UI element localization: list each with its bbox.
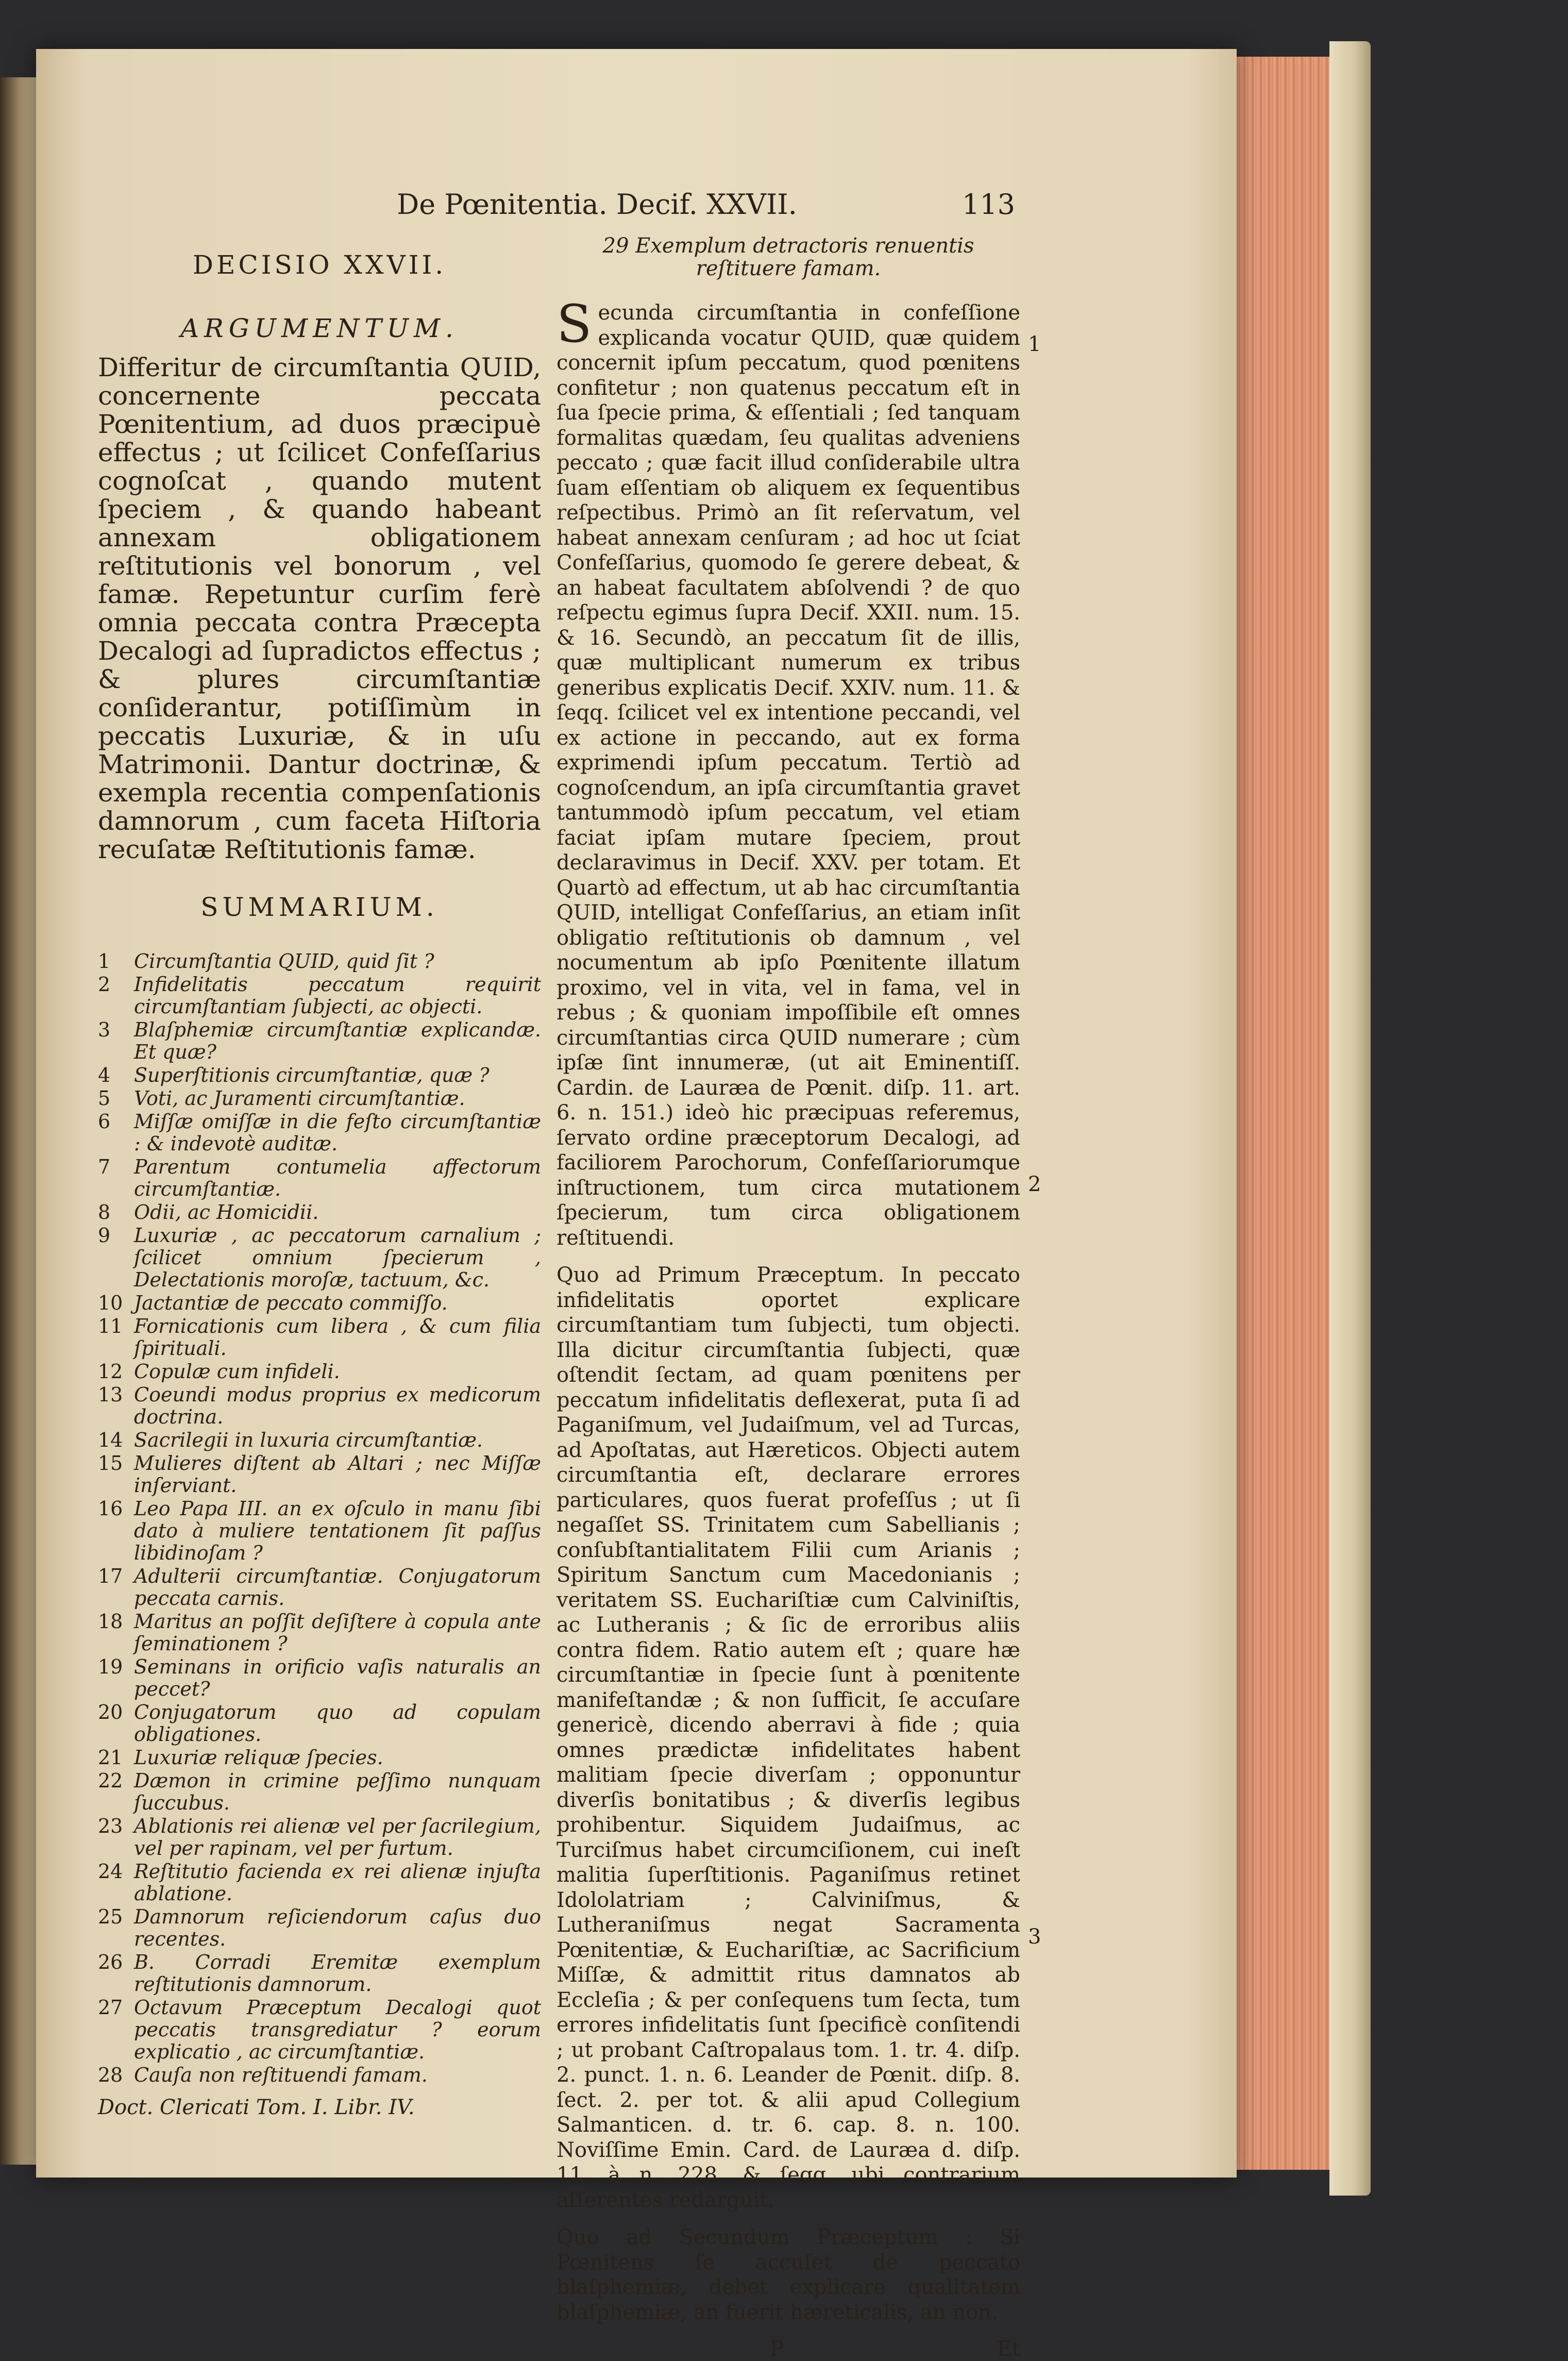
summarium-number: 6 [98, 1110, 111, 1133]
summarium-item [98, 1565, 541, 1610]
summarium-item [98, 1770, 541, 1814]
summarium-item [98, 1906, 541, 1950]
summarium-item [98, 2064, 541, 2086]
summarium-number: 3 [98, 1018, 111, 1041]
summarium-list [98, 950, 541, 2086]
summarium-number: 9 [98, 1224, 111, 1247]
summarium-item [98, 1156, 541, 1200]
summarium-text: Seminans in orificio vaſis naturalis an peccet? [134, 1655, 541, 1700]
summarium-text: Circumſtantia QUID, quid ſit ? [134, 950, 434, 973]
decisio-title: DECISIO XXVII. [192, 250, 447, 280]
summarium-text: Blaſphemiæ circumſtantiæ explicandæ. Et quæ? [134, 1018, 541, 1063]
summarium-number: 8 [98, 1201, 111, 1224]
summary-caption: 29 Exemplum detractoris renuentis reſtituere famam. [602, 234, 974, 280]
summarium-item [98, 974, 541, 1018]
paragraph: Quo ad Primum Præceptum. In peccato infidelitatis oportet explicare circumſtantiam tum ſubjecti, tum objecti. Illa dicitur circumſtantia ſubjecti, quæ oſtendit ſectam, ad quam pœnitens per peccatum infidelitatis deflexerat, puta ſi ad Paganiſmum, vel Judaiſmum, vel ad Turcas, ad Apoſtatas, aut Hæreticos. Objecti autem circumſtantia eſt, declarare errores particulares, quos fuerat profeſſus ; ut ſi negaſſet SS. Trinitatem cum Sabellianis ; conſubſtantialitatem Filii cum Arianis ; Spiritum Sanctum cum Macedonianis ; veritatem SS. Euchariſtiæ cum Calviniſtis, ac Lutheranis ; & ſic de erroribus aliis contra fidem. Ratio autem eſt ; quare hæ circumſtantiæ in ſpecie ſunt à pœnitente manifeſtandæ ; & non ſufficit, ſe accuſare genericè, dicendo aberravi à fide ; quia omnes prædictæ infidelitates habent malitiam ſpecie diverſam ; opponuntur diverſis bonitatibus ; & diverſis legibus prohibentur. Siquidem Judaiſmus, ac Turciſmus habet circumciſionem, cui ineſt malitia ſuperſtitionis. Paganiſmus retinet Idololatriam ; Calviniſmus, & Lutheraniſmus negat Sacramenta Pœnitentiæ, & Euchariſtiæ, ac Sacrificium Miſſæ, & admittit ritus damnatos ab Eccleſia ; & per conſequens tum ſecta, tum errores infidelitatis ſunt ſpecificè conſitendi ; ut probant Caſtropalaus tom. 1. tr. 4. diſp. 2. punct. 1. n. 6. Leander de Pœnit. diſp. 8. ſect. 2. per tot. & alii apud Collegium Salmanticen. d. tr. 6. cap. 8. n. 100. Noviſſime Emin. Card. de Lauræa d. diſp. 11. à n. 228. & ſeqq. ubi contrarium aſſerentes redarguit. [557, 1263, 1020, 2212]
summarium-text: Jactantiæ de peccato commiſſo. [134, 1292, 448, 1314]
summarium-text: B. Corradi Eremitæ exemplum reſtitutionis damnorum. [134, 1951, 541, 1996]
summarium-text: Luxuriæ , ac peccatorum carnalium ; ſcilicet omnium ſpecierum , Delectationis moroſæ, tactuum, &c. [134, 1224, 541, 1291]
summarium-item [98, 1111, 541, 1155]
summarium-text: Odii, ac Homicidii. [134, 1201, 319, 1224]
summarium-item [98, 1225, 541, 1291]
summarium-item [98, 1452, 541, 1497]
summarium-item [98, 1292, 541, 1314]
signature: Doct. Clericati Tom. I. Libr. IV. [98, 2096, 415, 2119]
paragraph: Quo ad Secundum Præceptum : Si Pœnitens ſe accuſet de peccato blaſphemiæ, debet explicare qualitatem blaſphemiæ, an fuerit hæreticalis, an non. [557, 2225, 1020, 2324]
summarium-item [98, 950, 541, 973]
summarium-text: Mulieres diſtent ab Altari ; nec Miſſæ inſerviant. [134, 1452, 541, 1497]
page-number: 113 [962, 188, 1015, 221]
summarium-number: 24 [98, 1860, 123, 1883]
signature-mark: P [769, 2337, 784, 2361]
summarium-item [98, 1701, 541, 1746]
summarium-text: Leo Papa III. an ex oſculo in manu ſibi dato à muliere tentationem ſit paſſus libidinoſam ? [134, 1497, 541, 1564]
summarium-number: 15 [98, 1452, 123, 1475]
summarium-item [98, 1747, 541, 1769]
argumentum-text: Differitur de circumſtantia QUID, concernente peccata Pœnitentium, ad duos præcipuè effectus ; ut ſcilicet Confeſſarius cognoſcat , quando mutent ſpeciem , & quando habeant annexam obligationem reſtitutionis vel bonorum , vel famæ. Repetuntur curſim ferè omnia peccata contra Præcepta Decalogi ad ſupradictos effectus ; & plures circumſtantiæ conſiderantur, potiſſimùm in peccatis Luxuriæ, & in uſu Matrimonii. Dantur doctrinæ, & exempla recentia compenſationis damnorum , cum faceta Hiſtoria recuſatæ Reſtitutionis famæ. [98, 353, 541, 864]
paragraph [557, 294, 1020, 1250]
footer-line [557, 2337, 1020, 2361]
summarium-number: 18 [98, 1610, 123, 1633]
summarium-item [98, 1384, 541, 1428]
summarium-number: 21 [98, 1746, 123, 1769]
summarium-number: 19 [98, 1655, 123, 1678]
summarium-number: 28 [98, 2064, 123, 2086]
summarium-number: 25 [98, 1905, 123, 1928]
summarium-number: 12 [98, 1360, 123, 1383]
summarium-item [98, 1087, 541, 1110]
summarium-number: 16 [98, 1497, 123, 1520]
summarium-item [98, 1361, 541, 1383]
left-column [98, 242, 541, 2119]
margin-number: 2 [1028, 1173, 1041, 1196]
summarium-number: 7 [98, 1156, 111, 1178]
summarium-item [98, 1429, 541, 1451]
argumentum-title: ARGUMENTUM. [180, 313, 459, 343]
running-head-title: De Pœnitentia. Decif. XXVII. [397, 188, 797, 221]
drop-cap: S [557, 294, 592, 354]
summarium-text: Ablationis rei alienæ vel per ſacrilegium, vel per rapinam, vel per furtum. [134, 1815, 541, 1860]
margin-number: 1 [1028, 332, 1041, 356]
summarium-item [98, 1498, 541, 1564]
summarium-item [98, 1815, 541, 1860]
summarium-number: 22 [98, 1769, 123, 1792]
summarium-number: 13 [98, 1383, 123, 1406]
summarium-number: 14 [98, 1429, 123, 1451]
summarium-number: 4 [98, 1064, 111, 1086]
summarium-number: 1 [98, 950, 111, 973]
summarium-item [98, 1951, 541, 1996]
summarium-number: 5 [98, 1087, 111, 1110]
summarium-item [98, 1201, 541, 1224]
summarium-item [98, 1611, 541, 1655]
summarium-item [98, 1019, 541, 1063]
summarium-text: Adulterii circumſtantiæ. Conjugatorum peccata carnis. [134, 1565, 541, 1610]
margin-number: 3 [1028, 1925, 1041, 1949]
summarium-text: Copulæ cum infideli. [134, 1360, 340, 1383]
summarium-number: 10 [98, 1292, 123, 1314]
summarium-text: Coeundi modus proprius ex medicorum doctrina. [134, 1383, 541, 1428]
summarium-text: Superſtitionis circumſtantiæ, quæ ? [134, 1064, 490, 1086]
summarium-text: Infidelitatis peccatum requirit circumſtantiam ſubjecti, ac objecti. [134, 973, 541, 1018]
summarium-text: Sacrilegii in luxuria circumſtantiæ. [134, 1429, 483, 1451]
summarium-number: 20 [98, 1701, 123, 1723]
summarium-text: Parentum contumelia affectorum circumſtantiæ. [134, 1156, 541, 1200]
summarium-text: Fornicationis cum libera , & cum filia ſpirituali. [134, 1315, 541, 1360]
summarium-item [98, 1315, 541, 1360]
summarium-number: 23 [98, 1815, 123, 1837]
summarium-number: 11 [98, 1315, 123, 1337]
right-column [557, 235, 1020, 2361]
summarium-text: Damnorum reſiciendorum caſus duo recentes. [134, 1905, 541, 1950]
summarium-number: 26 [98, 1951, 123, 1973]
summarium-text: Luxuriæ reliquæ ſpecies. [134, 1746, 383, 1769]
summarium-text: Octavum Præceptum Decalogi quot peccatis transgrediatur ? eorum explicatio , ac circumſtantiæ. [134, 1996, 541, 2063]
summarium-text: Reſtitutio facienda ex rei alienæ injuſta ablatione. [134, 1860, 541, 1905]
summarium-text: Maritus an poſſit deſiſtere à copula ante ſeminationem ? [134, 1610, 541, 1655]
summarium-item [98, 1656, 541, 1700]
summarium-number: 27 [98, 1996, 123, 2019]
signature-line [98, 2096, 541, 2119]
summarium-text: Miſſæ omiſſæ in die feſto circumſtantiæ : & indevotè auditæ. [134, 1110, 541, 1155]
summarium-item [98, 1064, 541, 1086]
summarium-item [98, 1861, 541, 1905]
summarium-text: Dæmon in crimine peſſimo nunquam ſuccubus. [134, 1769, 541, 1814]
summarium-number: 17 [98, 1565, 123, 1587]
catchword: Et [997, 2337, 1020, 2361]
summarium-title: SUMMARIUM. [200, 892, 439, 922]
summarium-number: 2 [98, 973, 111, 996]
summarium-text: Conjugatorum quo ad copulam obligationes. [134, 1701, 541, 1746]
summarium-item [98, 1997, 541, 2063]
summarium-text: Cauſa non reſtituendi famam. [134, 2064, 428, 2086]
summarium-text: Voti, ac Juramenti circumſtantiæ. [134, 1087, 465, 1110]
body-text [557, 294, 1020, 2325]
paragraph-text: ecunda circumſtantia in confeſſione explicanda vocatur QUID, quæ quidem concernit ipſum peccatum, quod pœnitens confitetur ; non quatenus peccatum eſt in ſua ſpecie prima, & eſſentiali ; ſed tanquam formalitas quædam, ſeu qualitas adveniens peccato ; quæ facit illud conſiderabile ultra ſuam eſſentiam ob aliquem ex ſequentibus reſpectibus. Primò an ſit reſervatum, vel habeat annexam cenſuram ; ad hoc ut ſciat Confeſſarius, quomodo ſe gerere debeat, & an habeat facultatem abſolvendi ? de quo reſpectu egimus ſupra Decif. XXII. num. 15. & 16. Secundò, an peccatum ſit de illis, quæ multiplicant numerum ex tribus generibus explicatis Decif. XXIV. num. 11. & ſeqq. ſcilicet vel ex intentione peccandi, vel ex actione in peccando, aut ex forma exprimendi ipſum peccatum. Tertiò ad cognoſcendum, an ipſa circumſtantia gravet tantummodò ipſum peccatum, vel etiam faciat ipſam mutare ſpeciem, prout declaravimus in Decif. XXV. per totam. Et Quartò ad effectum, ut ab hac circumſtantia QUID, intelligat Confeſſarius, an etiam inſit obligatio reſtitutionis ob damnum , vel nocumentum ab ipſo Pœnitente illatum proximo, vel in vita, vel in fama, vel in rebus ; & quoniam impoſſibile eſt omnes circumſtantias circa QUID numerare ; cùm ipſæ ſint innumeræ, (ut ait Eminentiſſ. Cardin. de Lauræa de Pœnit. diſp. 11. art. 6. n. 151.) ideò hic præcipuas referemus, ſervato ordine præceptorum Decalogi, ad faciliorem Parochorum, Confeſſariorumque inſtructionem, tum circa mutationem ſpecierum, tum circa obligationem reſtituendi. [557, 301, 1020, 1250]
